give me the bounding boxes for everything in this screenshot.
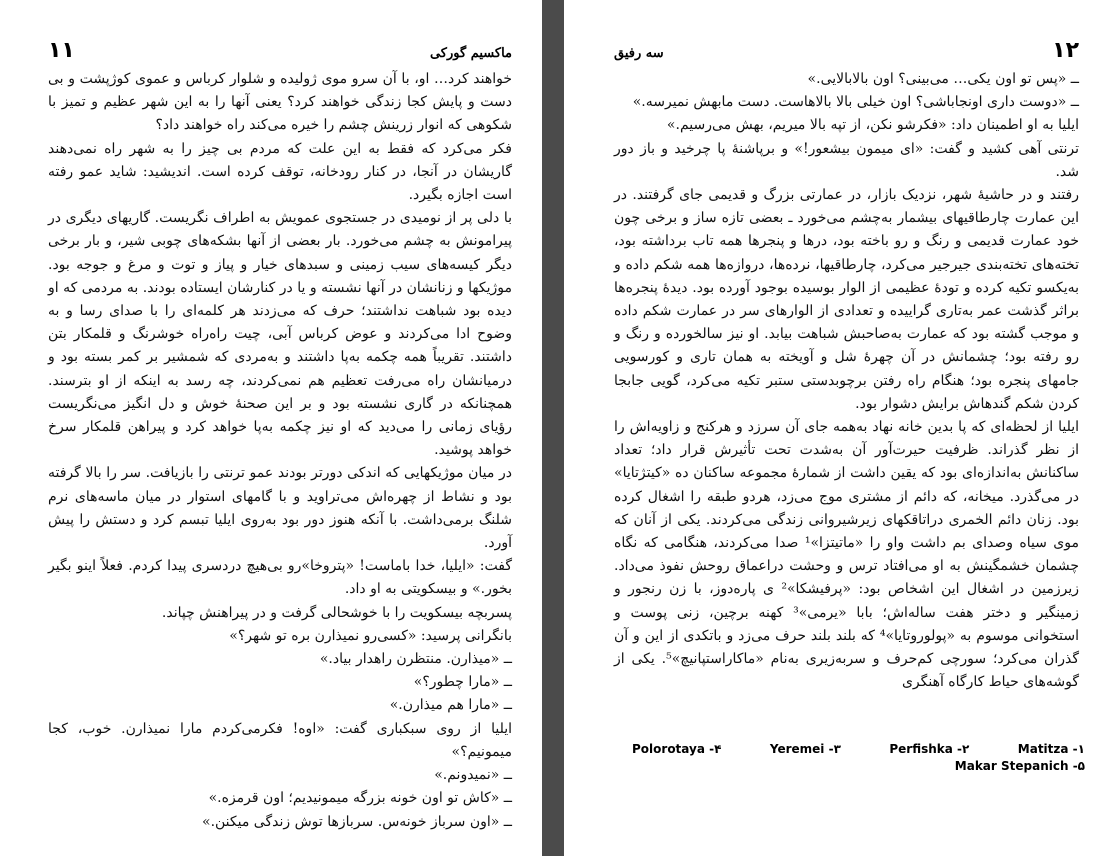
footnote-2: Perfishka -۲: [889, 742, 970, 756]
paragraph: ایلیا از لحظه‌ای که پا بدین خانه نهاد به‌همه جای آن سرزد و هرکنج و زاویه‌اش را از نظر گذراند. ظرفیت حیرت‌آور آن به‌شدت تحت تأثیرش قرار داد؛ تعداد ساکنانش به‌اندازه‌ای بود که یقین داشت از شمارهٔ مجموعه ساکنان ده «کیتژتایا» در می‌گذرد. میخانه، که دائم از مشتری موج می‌زد، هردو طبقه را اشغال کرده بود. زنان دائم الخمری دراتاقکهای زیرشیروانی زندگی می‌کردند. یکی از آنان که موی سیاه وصدای بم داشت واو را «ماتیتزا»¹ صدا می‌کردند، هنگامی که نگاه چشمان خشمگینش به‌ او می‌افتاد ترس و وحشت دراعماق روحش نفوذ می‌داد. زیرزمین در اشغال این اشخاص بود: «پرفیشکا»² ی پاره‌دوز، با زن رنجور و زمینگیر و دختر هفت ساله‌اش؛ بابا «یرمی»³ کهنه برچین، زنی پوست و استخوانی موسوم به «پولوروتایا»⁴ که بلند بلند حرف می‌زد و باتکدی از این و آن گذران می‌کرد؛ سورچی کم‌حرف و سربه‌زیری به‌نام «ماکاراستپانیچ»⁵. یکی از گوشه‌های حیاط کارگاه آهنگری: [614, 419, 1080, 691]
paragraph: با دلی پر از نومیدی در جستجوی عمویش به اطراف نگریست. گاریهای دیگری در پیرامونش به چشم می‌خورد. بار بعضی از آنها بشکه‌های چوبی شیر، و بار برخی دیگر کیسه‌های سیب زمینی و سبدهای خیار و پیاز و توت و مرغ و جوجه بود. موژیکها و زنانشان در آنها نشسته و یا در کنارشان ایستاده بودند. به مردمی که او دیده بود شباهت نداشتند؛ حرف که می‌زدند هر کلمه‌ای را با صدای رسا و به وضوح ادا می‌کردند و عوض کرباس آبی، چیت راه‌راه خوشرنگ و قلمکار بتن داشتند. تقریباً همه چکمه به‌پا داشتند و به‌مردی که شمشیر بر کمر بسته بود و درمیانشان راه می‌رفت تعظیم هم نمی‌کردند، چه رسد به اینکه از او بترسند. همچنانکه در گاری نشسته بود و بر این صحنهٔ خوش و دل انگیز می‌نگریست رؤیای زمانی را می‌دید که او نیز چکمه به‌پا خواهد کرد و پیراهن قلمکار سرخ خواهد پوشید.: [48, 210, 512, 459]
left-page: [0, 0, 542, 856]
page-number: ۱۱: [48, 38, 75, 63]
paragraph: در میان موژیکهایی که اندکی دورتر بودند عمو ترنتی را بازیافت. سر را بالا گرفته بود و نشاط از چهره‌اش می‌تراوید و با گامهای استوار در میان ماسه‌های نرم شلنگ برمی‌داشت. با آنکه هنوز دور بود به‌روی ایلیا تبسم کرد و دستش را پیش آورد.: [48, 465, 512, 552]
paragraph: ــ «اون سرباز خونه‌س. سربازها توش زندگی میکنن.»: [202, 813, 512, 830]
running-title: ماکسیم گورکی: [429, 46, 512, 61]
running-title: سه رفیق: [614, 46, 664, 61]
paragraph: ــ «مارا هم میذارن.»: [389, 697, 512, 714]
footnotes: [632, 742, 1085, 773]
page-header: [614, 38, 1079, 68]
paragraph: رفتند و در حاشیهٔ شهر، نزدیک بازار، در عمارتی بزرگ و قدیمی جای گرفتند. در این عمارت چارطاقیهای بیشمار به‌چشم می‌خورد ـ بعضی تازه ساز و برخی چون خود عمارت قدیمی و رنگ و رو باخته بود، درها و پنجرها همه تاب برداشته بود، تخته‌های تخته‌بندی جیرجیر می‌کرد، چارطاقیها، نرده‌ها، دروازه‌ها همه شکم داده و به‌یکسو تکیه کرده و تودهٔ عظیمی از الوار بوسیده بوجود آورده بود. دیدهٔ پنجره‌ها براثر گذشت عمر به‌تاری گراییده و تعدادی از الوارهای سر در عمارت شکم داده و موجب گشته بود که عمارت به‌صاحبش شباهت بیابد. او نیز سالخورده و رنگ و رو رفته بود؛ چشمانش در آن چهرهٔ شل و آویخته به همان تاری و کورسویی جامهای پنجره بود؛ هنگام راه رفتن برچوبدستی ستبر تکیه می‌کرد، گویی جابجا کردن شکم گندهاش برایش دشوار بود.: [614, 187, 1080, 412]
paragraph: پسربچه بیسکویت را با خوشحالی گرفت و در پیراهنش چپاند.: [161, 604, 512, 621]
paragraph: ترنتی آهی کشید و گفت: «ای میمون بیشعور!» و برپاشنهٔ پا چرخید و باز دور شد.: [614, 140, 1079, 180]
body-text: [48, 68, 512, 834]
paragraph: ــ «پس تو اون یکی… می‌بینی؟ اون بالابالایی.»: [807, 71, 1079, 87]
footnote-4: Polorotaya -۴: [632, 742, 722, 756]
paragraph: ایلیا به او اطمینان داد: «فکرشو نکن، از تپه بالا میریم، بهش می‌رسیم.»: [666, 117, 1079, 134]
footnote-5: Makar Stepanich -۵: [954, 759, 1085, 773]
paragraph: ــ «مارا چطور؟»: [413, 674, 512, 691]
page-header: [48, 38, 512, 68]
footnote-1: Matitza -۱: [1017, 742, 1085, 756]
paragraph: گفت: «ایلیا، خدا باماست! «پتروخا»رو بی‌هیچ دردسری پیدا کردم. فعلاً اینو بگیر بخور.» و بیسکویتی به او داد.: [48, 558, 512, 598]
right-page: [564, 0, 1115, 856]
paragraph: ــ «میذارن. منتظرن راهدار بیاد.»: [319, 651, 512, 668]
page-number: ۱۲: [1052, 38, 1079, 63]
paragraph: ــ «دوست داری اونجاباشی؟ اون خیلی بالا بالاهاست. دست مابهش نمیرسه.»: [632, 94, 1079, 111]
paragraph: ایلیا از روی سبکباری گفت: «اوه! فکرمی‌کردم مارا نمیذارن. خوب، کجا میمونیم؟»: [48, 720, 512, 760]
paragraph: بانگرانی پرسید: «کسی‌رو نمیذارن بره تو شهر؟»: [229, 627, 512, 644]
footnote-3: Yeremei -۳: [769, 742, 841, 756]
paragraph: ــ «نمیدونم.»: [434, 767, 512, 784]
paragraph: ــ «کاش تو اون خونه بزرگه میمونیدیم؛ اون قرمزه.»: [208, 790, 512, 807]
body-text: [614, 68, 1079, 694]
paragraph: فکر می‌کرد که فقط به این علت که مردم بی چیز را به شهر راه نمی‌دهند گاریشان در آنجا، در کنار رودخانه، توقف کرده است. اندیشید: شاید عمو رفته است اجازه بگیرد.: [48, 140, 512, 204]
book-gutter: [542, 0, 564, 856]
paragraph: خواهند کرد… او، با آن سرو موی ژولیده و شلوار کرباس و عموی کوژپشت و بی دست و پایش کجا زندگی خواهند کرد؟ یعنی آنها را به این شهر عظیم و تمیز با شکوهی که انوار زرینش چشم را خیره می‌کند راه خواهند داد؟: [48, 71, 512, 134]
